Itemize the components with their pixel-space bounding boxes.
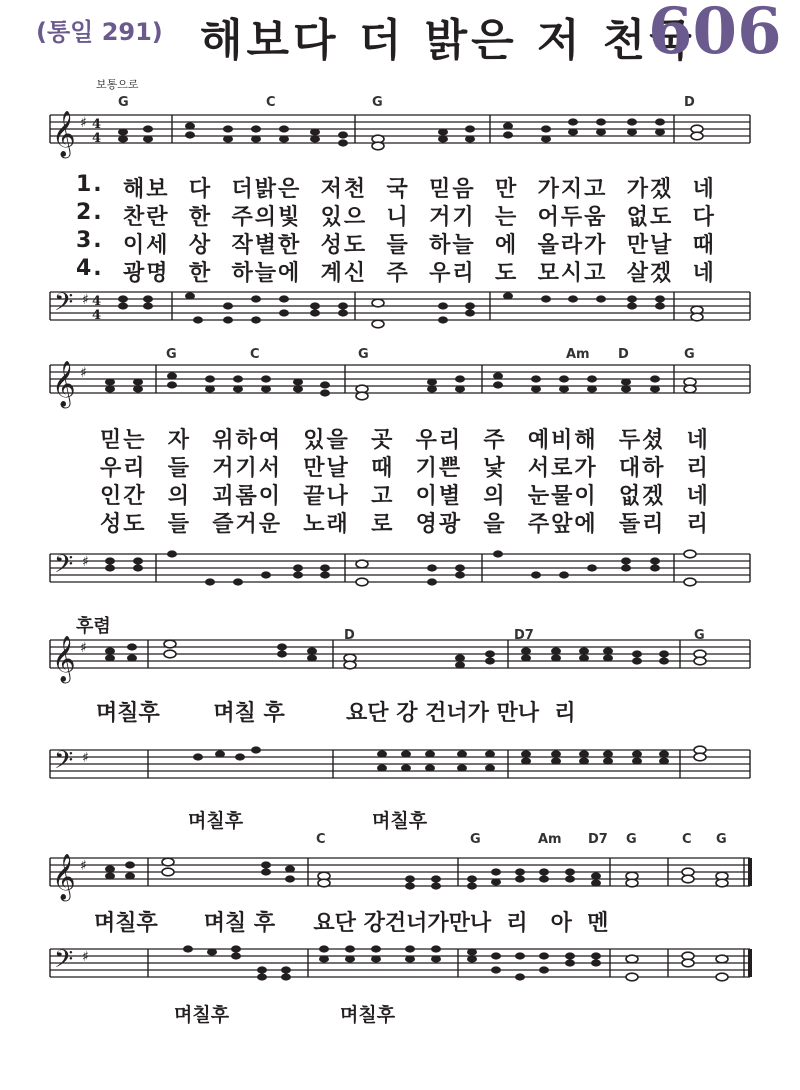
chord-symbol: G [470, 832, 481, 847]
treble-clef-icon: 𝄞 [52, 111, 76, 157]
chord-symbol: D7 [514, 628, 534, 643]
chord-symbol: G [626, 832, 637, 847]
svg-text:4: 4 [92, 117, 102, 132]
verse-b-line-3: 인간 의 괴롬이 끝나 고 이별 의 눈물이 없겠 네 [100, 484, 710, 509]
svg-text:𝄞: 𝄞 [52, 636, 76, 682]
verse-line-1: 1. 해보 다 더밝은 저천 국 믿음 만 가지고 가겠 네 [76, 172, 716, 202]
chord-symbol: D [344, 628, 355, 643]
refrain-label: 후렴 [76, 616, 111, 637]
bass-lyric: 며칠후 [340, 1004, 396, 1026]
treble-staff-4 [0, 848, 800, 908]
verse-b-line-4: 성도 들 즐거운 노래 로 영광 을 주앞에 돌리 리 [100, 512, 710, 537]
svg-text:𝄞: 𝄞 [52, 854, 76, 900]
bass-lyric: 며칠후 [372, 810, 428, 832]
bass-staff-1 [0, 282, 800, 342]
svg-text:♯: ♯ [82, 554, 89, 570]
verse-b-line-1: 믿는 자 위하여 있을 곳 우리 주 예비해 두셨 네 [100, 428, 710, 453]
svg-text:♯: ♯ [80, 115, 87, 131]
chord-symbol: G [372, 95, 383, 110]
chord-symbol: C [316, 832, 326, 847]
treble-staff-3 [0, 630, 800, 690]
treble-staff-2 [0, 345, 800, 425]
bass-staff-4 [0, 935, 800, 995]
bass-lyric: 며칠후 [174, 1004, 230, 1026]
chord-symbol: Am [566, 347, 590, 362]
hymn-number: 606 [648, 0, 782, 69]
svg-text:♯: ♯ [80, 365, 87, 381]
chord-symbol: C [250, 347, 260, 362]
chord-symbol: C [266, 95, 276, 110]
chord-symbol: G [684, 347, 695, 362]
chord-symbol: D [618, 347, 629, 362]
verse-line-4: 4. 광명 한 하늘에 계신 주 우리 도 모시고 살겠 네 [76, 256, 716, 286]
verse-line-2: 2. 찬란 한 주의빛 있으 니 거기 는 어두움 없도 다 [76, 200, 716, 230]
chord-symbol: D7 [588, 832, 608, 847]
chord-symbol: D [684, 95, 695, 110]
verse-line-3: 3. 이세 상 작별한 성도 들 하늘 에 올라가 만날 때 [76, 228, 716, 258]
svg-text:𝄢: 𝄢 [54, 945, 74, 980]
note-group [118, 118, 703, 149]
chord-symbol: G [118, 95, 129, 110]
chord-symbol: G [358, 347, 369, 362]
svg-text:4: 4 [92, 131, 102, 146]
svg-text:♯: ♯ [82, 949, 89, 965]
refrain-lyric-line-1: 며칠후 며칠 후 요단 강 건너가 만나 리 [96, 701, 576, 726]
hymn-header [0, 0, 800, 91]
verse-b-line-2: 우리 들 거기서 만날 때 기쁜 낯 서로가 대하 리 [100, 456, 710, 481]
refrain-lyric-line-2: 며칠후 며칠 후 요단 강건너가만나 리 아 멘 [94, 911, 609, 936]
chord-symbol: G [716, 832, 727, 847]
bass-lyric: 며칠후 [188, 810, 244, 832]
tempo-marking: 보통으로 [96, 78, 139, 91]
svg-text:𝄢: 𝄢 [54, 746, 74, 781]
bass-clef-icon: 𝄢 [54, 288, 74, 323]
chord-symbol: Am [538, 832, 562, 847]
bass-staff-2 [0, 540, 800, 600]
svg-text:𝄞: 𝄞 [52, 361, 76, 407]
svg-text:♯: ♯ [80, 858, 87, 874]
svg-text:4: 4 [92, 294, 102, 309]
svg-text:♯: ♯ [82, 292, 89, 308]
chord-symbol: G [166, 347, 177, 362]
hymn-title: 해보다 더 밝은 저 천국 [200, 15, 696, 66]
svg-text:4: 4 [92, 308, 102, 323]
svg-text:𝄢: 𝄢 [54, 550, 74, 585]
tongil-number: (통일 291) [36, 18, 163, 46]
chord-symbol: G [694, 628, 705, 643]
bass-staff-3 [0, 730, 800, 790]
svg-text:♯: ♯ [80, 640, 87, 656]
chord-symbol: C [682, 832, 692, 847]
svg-text:♯: ♯ [82, 750, 89, 766]
